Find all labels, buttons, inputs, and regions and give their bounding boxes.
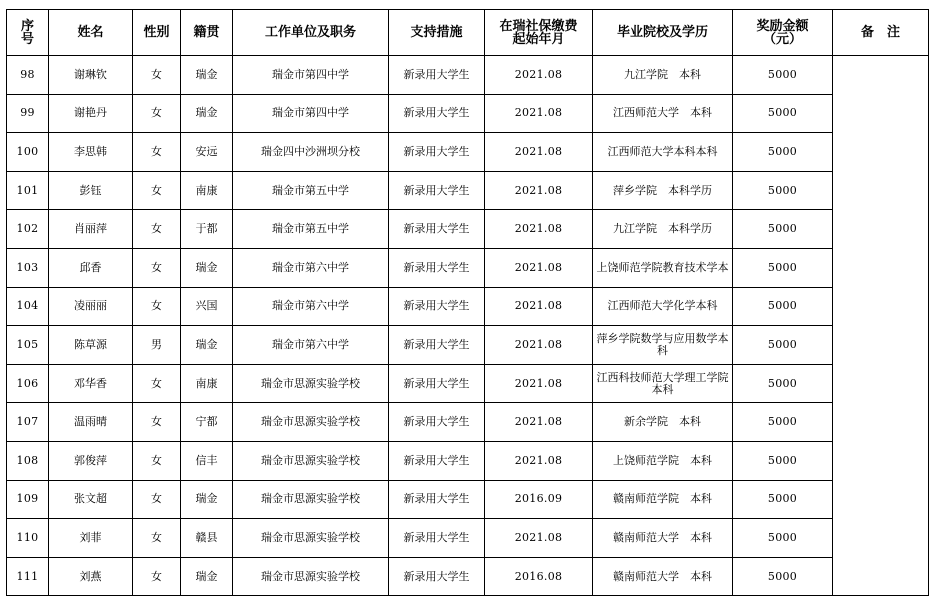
cell-gender: 女 (133, 171, 181, 210)
table-row (7, 364, 929, 403)
table-row (7, 248, 929, 287)
cell-origin: 南康 (181, 364, 233, 403)
cell-seq: 99 (7, 94, 49, 133)
cell-reward: 5000 (733, 248, 833, 287)
cell-seq: 109 (7, 480, 49, 519)
cell-name: 李思韩 (49, 133, 133, 172)
cell-seq: 107 (7, 403, 49, 442)
header-workplace: 工作单位及职务 (233, 10, 389, 56)
cell-gender: 女 (133, 480, 181, 519)
table-row (7, 171, 929, 210)
cell-reward: 5000 (733, 94, 833, 133)
cell-seq: 110 (7, 519, 49, 558)
cell-name: 邓华香 (49, 364, 133, 403)
cell-gender: 女 (133, 133, 181, 172)
cell-school: 上饶师范学院教育技术学本 (593, 248, 733, 287)
cell-start-date: 2021.08 (485, 326, 593, 365)
cell-gender: 女 (133, 56, 181, 95)
cell-workplace: 瑞金市思源实验学校 (233, 480, 389, 519)
header-note: 备 注 (833, 10, 929, 56)
header-gender: 性别 (133, 10, 181, 56)
cell-reward: 5000 (733, 403, 833, 442)
cell-gender: 女 (133, 210, 181, 249)
cell-reward: 5000 (733, 519, 833, 558)
cell-reward: 5000 (733, 287, 833, 326)
cell-gender: 女 (133, 441, 181, 480)
cell-reward: 5000 (733, 210, 833, 249)
cell-name: 温雨晴 (49, 403, 133, 442)
cell-origin: 瑞金 (181, 326, 233, 365)
cell-gender: 女 (133, 403, 181, 442)
cell-start-date: 2021.08 (485, 248, 593, 287)
cell-reward: 5000 (733, 56, 833, 95)
cell-school: 萍乡学院 本科学历 (593, 171, 733, 210)
cell-name: 郭俊萍 (49, 441, 133, 480)
cell-workplace: 瑞金市思源实验学校 (233, 557, 389, 596)
cell-gender: 女 (133, 519, 181, 558)
cell-reward: 5000 (733, 557, 833, 596)
header-reward: 奖励金额（元） (733, 10, 833, 56)
cell-seq: 105 (7, 326, 49, 365)
cell-school: 江西师范大学 本科 (593, 94, 733, 133)
table-row (7, 133, 929, 172)
table-row (7, 210, 929, 249)
cell-gender: 女 (133, 94, 181, 133)
table-row (7, 403, 929, 442)
header-seq: 序号 (7, 10, 49, 56)
header-name: 姓名 (49, 10, 133, 56)
cell-measure: 新录用大学生 (389, 171, 485, 210)
cell-start-date: 2016.08 (485, 557, 593, 596)
cell-note (833, 56, 929, 596)
header-row (7, 10, 929, 56)
cell-name: 凌丽丽 (49, 287, 133, 326)
cell-start-date: 2021.08 (485, 441, 593, 480)
cell-name: 邱香 (49, 248, 133, 287)
cell-measure: 新录用大学生 (389, 326, 485, 365)
cell-workplace: 瑞金市第六中学 (233, 287, 389, 326)
cell-gender: 女 (133, 248, 181, 287)
cell-seq: 104 (7, 287, 49, 326)
table-row (7, 326, 929, 365)
cell-measure: 新录用大学生 (389, 441, 485, 480)
cell-measure: 新录用大学生 (389, 557, 485, 596)
cell-start-date: 2021.08 (485, 133, 593, 172)
cell-start-date: 2021.08 (485, 171, 593, 210)
cell-start-date: 2021.08 (485, 403, 593, 442)
cell-measure: 新录用大学生 (389, 248, 485, 287)
cell-origin: 南康 (181, 171, 233, 210)
cell-origin: 瑞金 (181, 480, 233, 519)
cell-origin: 信丰 (181, 441, 233, 480)
cell-gender: 女 (133, 364, 181, 403)
cell-workplace: 瑞金市第六中学 (233, 248, 389, 287)
cell-school: 上饶师范学院 本科 (593, 441, 733, 480)
roster-body (7, 56, 929, 596)
cell-school: 九江学院 本科 (593, 56, 733, 95)
cell-measure: 新录用大学生 (389, 480, 485, 519)
cell-school: 江西科技师范大学理工学院 本科 (593, 364, 733, 403)
cell-gender: 女 (133, 287, 181, 326)
cell-reward: 5000 (733, 133, 833, 172)
table-row (7, 56, 929, 95)
cell-school: 江西师范大学化学本科 (593, 287, 733, 326)
header-school: 毕业院校及学历 (593, 10, 733, 56)
cell-reward: 5000 (733, 171, 833, 210)
table-row (7, 94, 929, 133)
cell-workplace: 瑞金四中沙洲坝分校 (233, 133, 389, 172)
table-row (7, 441, 929, 480)
cell-origin: 瑞金 (181, 94, 233, 133)
cell-school: 赣南师范学院 本科 (593, 480, 733, 519)
cell-workplace: 瑞金市第四中学 (233, 56, 389, 95)
cell-workplace: 瑞金市第四中学 (233, 94, 389, 133)
table-row (7, 287, 929, 326)
cell-seq: 108 (7, 441, 49, 480)
cell-start-date: 2021.08 (485, 287, 593, 326)
cell-origin: 安远 (181, 133, 233, 172)
cell-gender: 女 (133, 557, 181, 596)
cell-start-date: 2021.08 (485, 210, 593, 249)
cell-start-date: 2016.09 (485, 480, 593, 519)
cell-school: 九江学院 本科学历 (593, 210, 733, 249)
cell-seq: 106 (7, 364, 49, 403)
cell-workplace: 瑞金市第五中学 (233, 171, 389, 210)
cell-seq: 111 (7, 557, 49, 596)
cell-seq: 103 (7, 248, 49, 287)
cell-measure: 新录用大学生 (389, 56, 485, 95)
cell-origin: 瑞金 (181, 56, 233, 95)
cell-measure: 新录用大学生 (389, 94, 485, 133)
cell-workplace: 瑞金市第五中学 (233, 210, 389, 249)
cell-origin: 宁都 (181, 403, 233, 442)
cell-name: 彭钰 (49, 171, 133, 210)
cell-gender: 男 (133, 326, 181, 365)
cell-measure: 新录用大学生 (389, 133, 485, 172)
cell-school: 新余学院 本科 (593, 403, 733, 442)
cell-workplace: 瑞金市思源实验学校 (233, 364, 389, 403)
cell-start-date: 2021.08 (485, 94, 593, 133)
header-origin: 籍贯 (181, 10, 233, 56)
cell-school: 赣南师范大学 本科 (593, 519, 733, 558)
roster-table (6, 9, 929, 596)
cell-name: 张文超 (49, 480, 133, 519)
cell-reward: 5000 (733, 441, 833, 480)
cell-name: 陈草源 (49, 326, 133, 365)
cell-start-date: 2021.08 (485, 519, 593, 558)
cell-reward: 5000 (733, 364, 833, 403)
cell-seq: 98 (7, 56, 49, 95)
header-start-date: 在瑞社保缴费起始年月 (485, 10, 593, 56)
cell-name: 谢琳钦 (49, 56, 133, 95)
table-row (7, 519, 929, 558)
cell-name: 刘菲 (49, 519, 133, 558)
cell-school: 赣南师范大学 本科 (593, 557, 733, 596)
cell-workplace: 瑞金市思源实验学校 (233, 403, 389, 442)
cell-measure: 新录用大学生 (389, 403, 485, 442)
cell-seq: 101 (7, 171, 49, 210)
cell-origin: 瑞金 (181, 248, 233, 287)
cell-name: 肖丽萍 (49, 210, 133, 249)
cell-origin: 于都 (181, 210, 233, 249)
header-measure: 支持措施 (389, 10, 485, 56)
cell-workplace: 瑞金市思源实验学校 (233, 519, 389, 558)
cell-seq: 102 (7, 210, 49, 249)
cell-reward: 5000 (733, 326, 833, 365)
cell-origin: 瑞金 (181, 557, 233, 596)
cell-school: 江西师范大学本科本科 (593, 133, 733, 172)
cell-start-date: 2021.08 (485, 364, 593, 403)
cell-seq: 100 (7, 133, 49, 172)
cell-measure: 新录用大学生 (389, 210, 485, 249)
cell-name: 刘燕 (49, 557, 133, 596)
cell-reward: 5000 (733, 480, 833, 519)
cell-measure: 新录用大学生 (389, 519, 485, 558)
cell-workplace: 瑞金市思源实验学校 (233, 441, 389, 480)
cell-origin: 兴国 (181, 287, 233, 326)
cell-workplace: 瑞金市第六中学 (233, 326, 389, 365)
table-row (7, 480, 929, 519)
table-row (7, 557, 929, 596)
cell-start-date: 2021.08 (485, 56, 593, 95)
cell-origin: 赣县 (181, 519, 233, 558)
cell-measure: 新录用大学生 (389, 287, 485, 326)
cell-school: 萍乡学院数学与应用数学本科 (593, 326, 733, 365)
cell-measure: 新录用大学生 (389, 364, 485, 403)
cell-name: 谢艳丹 (49, 94, 133, 133)
